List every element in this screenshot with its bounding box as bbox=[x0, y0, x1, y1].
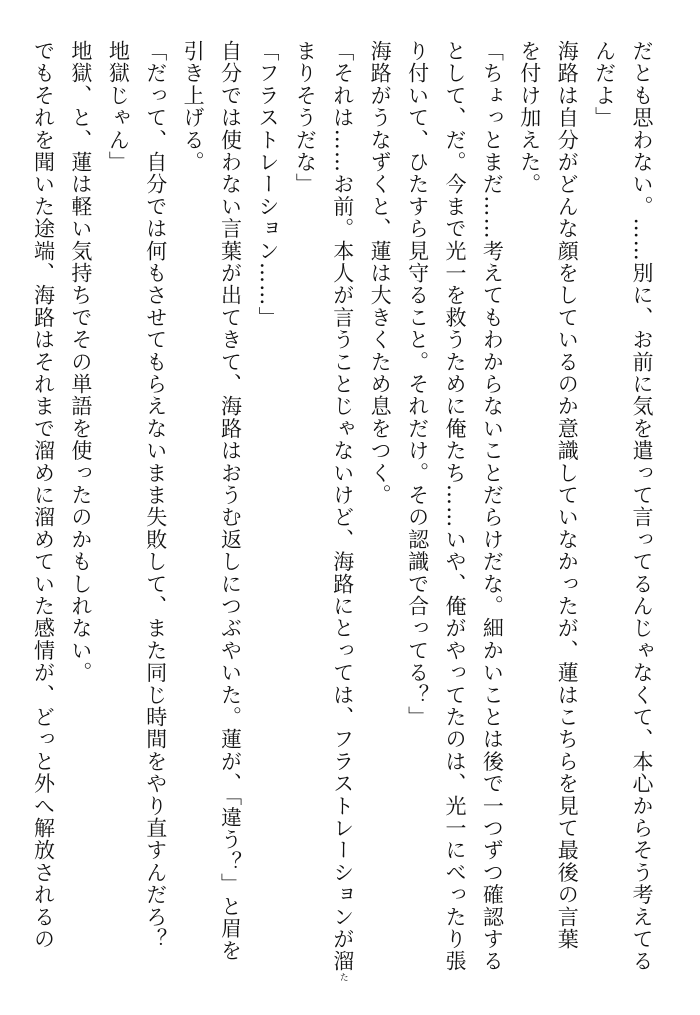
text-line-4: を付け加えた。 bbox=[517, 40, 542, 196]
text-line-12: 自分では使わない言葉が出てきて、海路はおうむ返しにつぶやいた。蓮が、「違う？」と眉を bbox=[218, 40, 243, 962]
text-line-13: 引き上げる。 bbox=[181, 40, 206, 174]
text-line-9 bbox=[323, 40, 360, 983]
text-line-1: だとも思わない。……別に、お前に気を遣って言ってるんじゃなくて、本心からそう考えてる bbox=[630, 40, 654, 973]
text-line-8: 海路がうなずくと、蓮は大きくため息をつく。 bbox=[368, 40, 393, 507]
text-line-10: まりそうだな」 bbox=[293, 40, 318, 196]
text-line-15: 地獄じゃん」 bbox=[106, 40, 131, 174]
text-line-9-body: 「それは……お前。本人が言うことじゃないけど、海路にとっては、フラストレーションが溜 bbox=[330, 40, 355, 973]
text-line-14: 「だって、自分では何もさせてもらえないまま失敗して、また同じ時間をやり直すんだろ？ bbox=[143, 40, 168, 951]
text-line-16: 地獄、と、蓮は軽い気持ちでその単語を使ったのかもしれない。 bbox=[68, 40, 93, 684]
text-line-17: でもそれを聞いた途端、海路はそれまで溜めに溜めていた感情が、どっと外へ解放されるの bbox=[31, 40, 56, 951]
text-line-3: 海路は自分がどんな顔をしているのか意識していなかったが、蓮はこちらを見て最後の言葉 bbox=[555, 40, 580, 951]
text-line-6: として、だ。今まで光一を救うために俺たち……いや、俺がやってたのは、光一にべったり張 bbox=[442, 40, 467, 973]
vertical-text-body bbox=[24, 40, 660, 983]
text-line-11: 「フラストレーション……」 bbox=[255, 40, 280, 329]
text-line-2: んだよ」 bbox=[592, 40, 617, 129]
text-line-7: り付いて、ひたすら見守ること。それだけ。その認識で合ってる？」 bbox=[405, 40, 430, 729]
ruby-annotation: た bbox=[337, 972, 348, 983]
text-line-5: 「ちょっとまだ……考えてもわからないことだらけだな。細かいことは後で一つずつ確認する bbox=[480, 40, 505, 973]
